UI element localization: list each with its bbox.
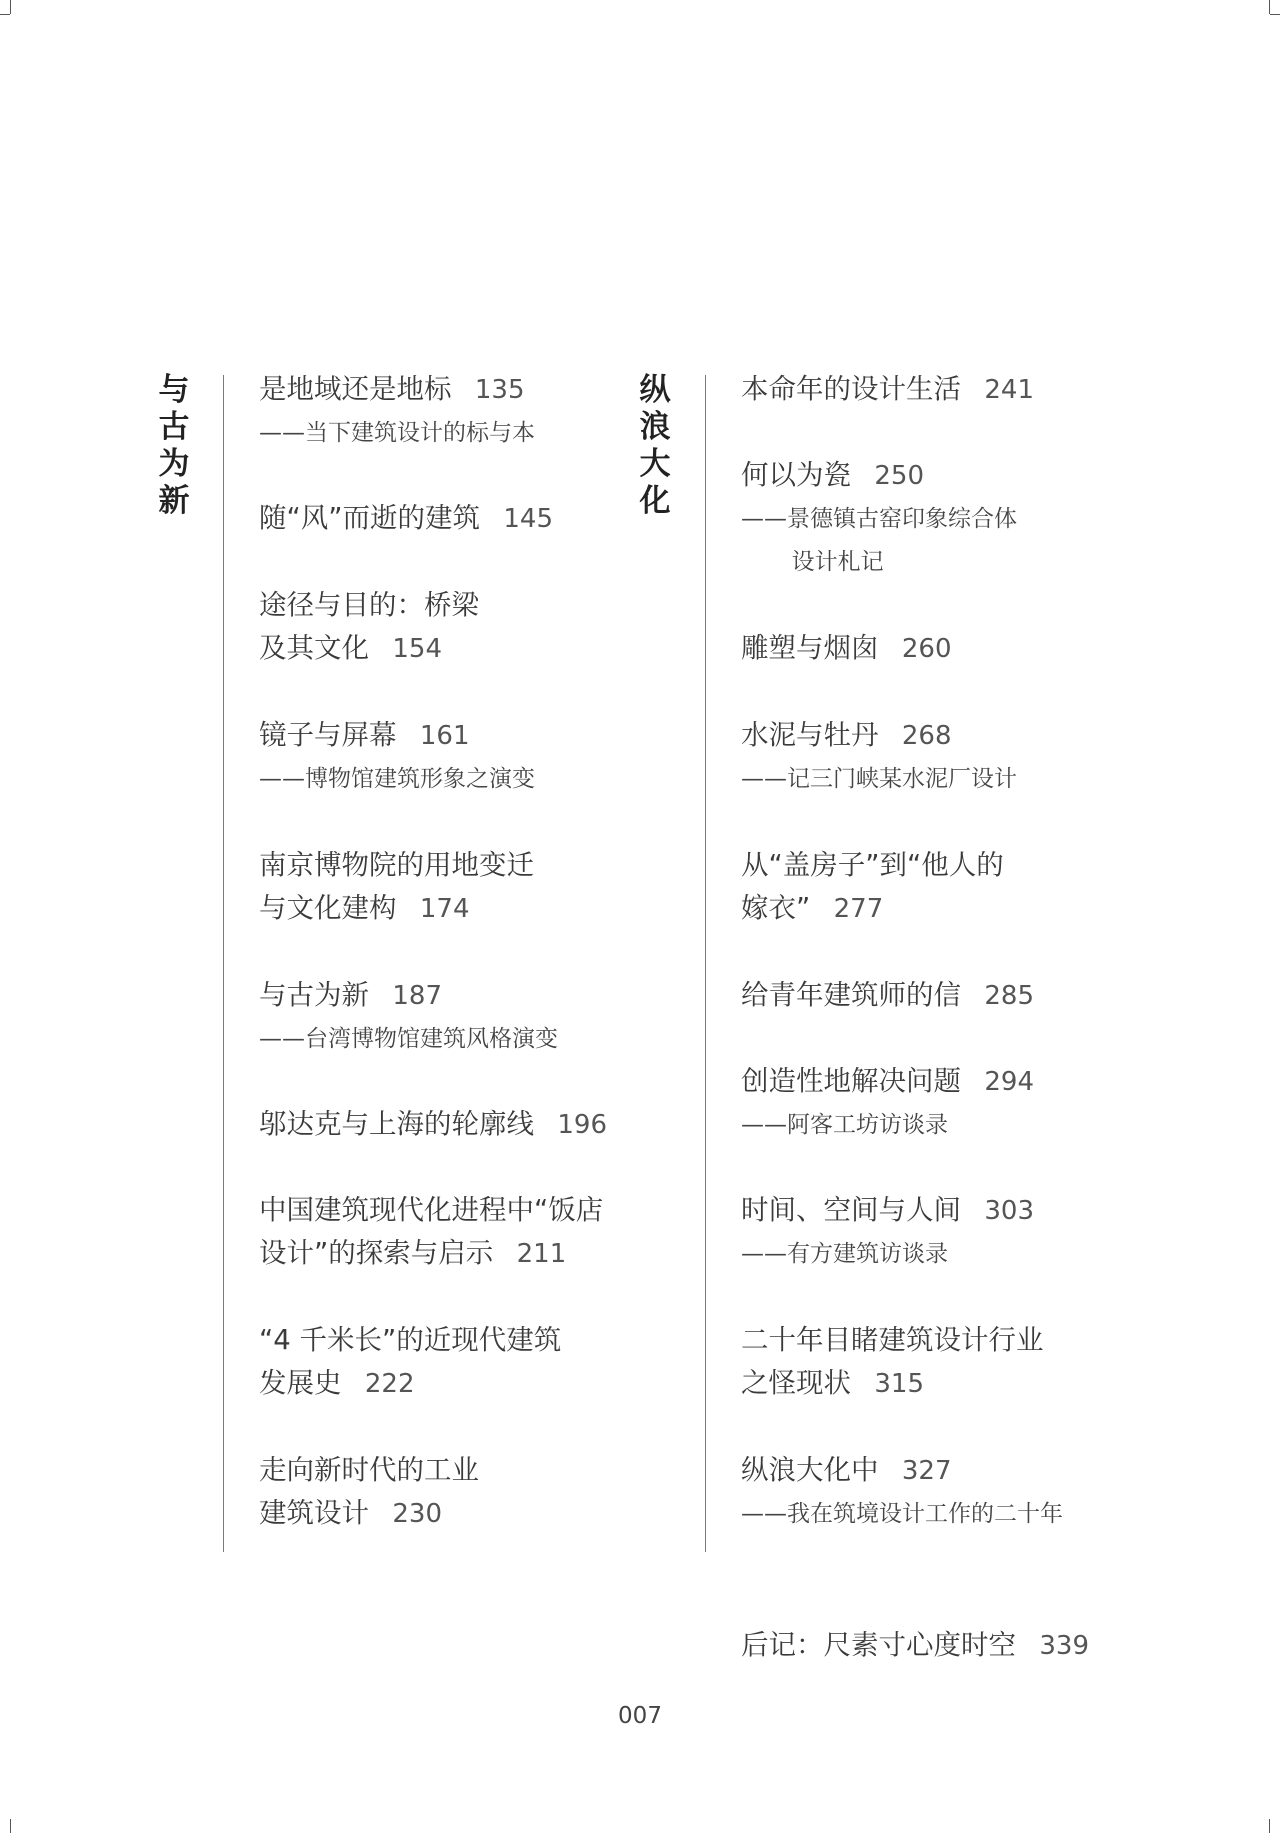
entry-subtitle: ——博物馆建筑形象之演变 (259, 766, 535, 792)
entry-page-number: 187 (392, 981, 443, 1011)
toc-entry[interactable] (741, 627, 952, 671)
section-title-2: 纵 浪 大 化 (639, 372, 671, 519)
entry-page-number: 211 (516, 1239, 567, 1269)
entry-title-line: 纵浪大化中 327 (741, 1454, 952, 1486)
entry-page-number: 196 (557, 1110, 608, 1140)
toc-entry[interactable] (741, 1060, 1034, 1147)
entry-subtitle: ——记三门峡某水泥厂设计 (741, 766, 1017, 792)
entry-title-line: 之怪现状 315 (741, 1367, 925, 1399)
entry-title-line: 从“盖房子”到“他人的 (741, 849, 1004, 881)
toc-entry[interactable] (259, 497, 553, 541)
toc-entry[interactable] (259, 1189, 603, 1276)
entry-page-number: 222 (364, 1369, 415, 1399)
entry-page-number: 230 (392, 1499, 443, 1529)
entry-page-number: 277 (833, 894, 884, 924)
toc-entry[interactable] (259, 844, 534, 931)
crop-mark-bottom-left (10, 1819, 11, 1833)
entry-title-line: 创造性地解决问题 294 (741, 1065, 1035, 1097)
toc-entry[interactable] (259, 368, 535, 455)
entry-title: 后记：尺素寸心度时空 339 (741, 1629, 1090, 1661)
entry-title-line: 雕塑与烟囱 260 (741, 632, 952, 664)
entry-title-line: 嫁衣” 277 (741, 892, 884, 924)
toc-entry[interactable] (259, 974, 558, 1061)
crop-mark-top-left-h (0, 14, 10, 15)
entry-title-line: 走向新时代的工业 (259, 1454, 479, 1486)
entry-title-line: 本命年的设计生活 241 (741, 373, 1035, 405)
toc-entry[interactable] (259, 584, 479, 671)
toc-entry[interactable] (741, 714, 1017, 801)
entry-page-number: 303 (984, 1196, 1035, 1226)
entry-title-line: 与文化建构 174 (259, 892, 470, 924)
page-folio: 007 (618, 1703, 662, 1729)
crop-mark-top-right-h (1270, 14, 1280, 15)
entry-title-line: 及其文化 154 (259, 632, 443, 664)
entry-title-line: 随“风”而逝的建筑 145 (259, 502, 554, 534)
entry-page-number: 154 (392, 634, 443, 664)
entry-page-number: 260 (901, 634, 952, 664)
entry-page-number: 250 (874, 461, 925, 491)
crop-mark-top-left (10, 0, 11, 14)
toc-entry[interactable] (741, 1189, 1034, 1276)
entry-title-line: 途径与目的：桥梁 (259, 589, 479, 621)
entry-subtitle: ——台湾博物馆建筑风格演变 (259, 1026, 558, 1052)
toc-entry[interactable] (741, 1449, 1063, 1536)
toc-entry[interactable] (259, 1319, 561, 1406)
toc-entry[interactable] (741, 1319, 1044, 1406)
crop-mark-top-right (1269, 0, 1270, 14)
entry-title-line: 中国建筑现代化进程中“饭店 (259, 1194, 604, 1226)
toc-entry[interactable] (741, 974, 1034, 1018)
entry-title-line: 邬达克与上海的轮廓线 196 (259, 1108, 608, 1140)
entry-page-number: 315 (874, 1369, 925, 1399)
entry-page-number: 241 (984, 375, 1035, 405)
entry-title-line: 何以为瓷 250 (741, 459, 925, 491)
entry-title-line: 建筑设计 230 (259, 1497, 443, 1529)
entry-subtitle: ——有方建筑访谈录 (741, 1241, 948, 1267)
entry-page-number: 285 (984, 981, 1035, 1011)
entry-title-line: 给青年建筑师的信 285 (741, 979, 1035, 1011)
entry-page-number: 161 (419, 721, 470, 751)
column-rule-right (705, 375, 706, 1552)
toc-entry[interactable] (741, 454, 1017, 584)
toc-entry[interactable] (741, 368, 1034, 412)
entry-page-number: 339 (1039, 1631, 1090, 1661)
toc-entry[interactable] (741, 844, 1004, 931)
entry-title-line: 是地域还是地标 135 (259, 373, 525, 405)
entry-title-line: 南京博物院的用地变迁 (259, 849, 534, 881)
entry-subtitle: ——景德镇古窑印象综合体 (741, 506, 1017, 532)
toc-entry[interactable] (259, 714, 535, 801)
entry-title-line: 镜子与屏幕 161 (259, 719, 470, 751)
entry-title-line: 水泥与牡丹 268 (741, 719, 952, 751)
entry-page-number: 294 (984, 1067, 1035, 1097)
entry-page-number: 174 (419, 894, 470, 924)
entry-title-line: 设计”的探索与启示 211 (259, 1237, 567, 1269)
toc-entry[interactable] (259, 1449, 479, 1536)
entry-title-line: 二十年目睹建筑设计行业 (741, 1324, 1044, 1356)
entry-subtitle: ——当下建筑设计的标与本 (259, 420, 535, 446)
entry-subtitle: ——阿客工坊访谈录 (741, 1112, 948, 1138)
column-rule-left (223, 375, 224, 1552)
entry-title-line: 与古为新 187 (259, 979, 443, 1011)
crop-mark-bottom-right (1269, 1819, 1270, 1833)
entry-title-line: “4 千米长”的近现代建筑 (259, 1324, 562, 1356)
toc-entry-postscript[interactable] (741, 1624, 1089, 1668)
entry-title-line: 发展史 222 (259, 1367, 415, 1399)
entry-page-number: 268 (901, 721, 952, 751)
entry-subtitle: ——我在筑境设计工作的二十年 (741, 1501, 1063, 1527)
entry-page-number: 327 (901, 1456, 952, 1486)
entry-page-number: 135 (474, 375, 525, 405)
entry-page-number: 145 (503, 504, 554, 534)
entry-subtitle: 设计札记 (791, 549, 884, 575)
entry-title-line: 时间、空间与人间 303 (741, 1194, 1035, 1226)
toc-entry[interactable] (259, 1103, 607, 1147)
section-title-1: 与 古 为 新 (158, 372, 190, 519)
